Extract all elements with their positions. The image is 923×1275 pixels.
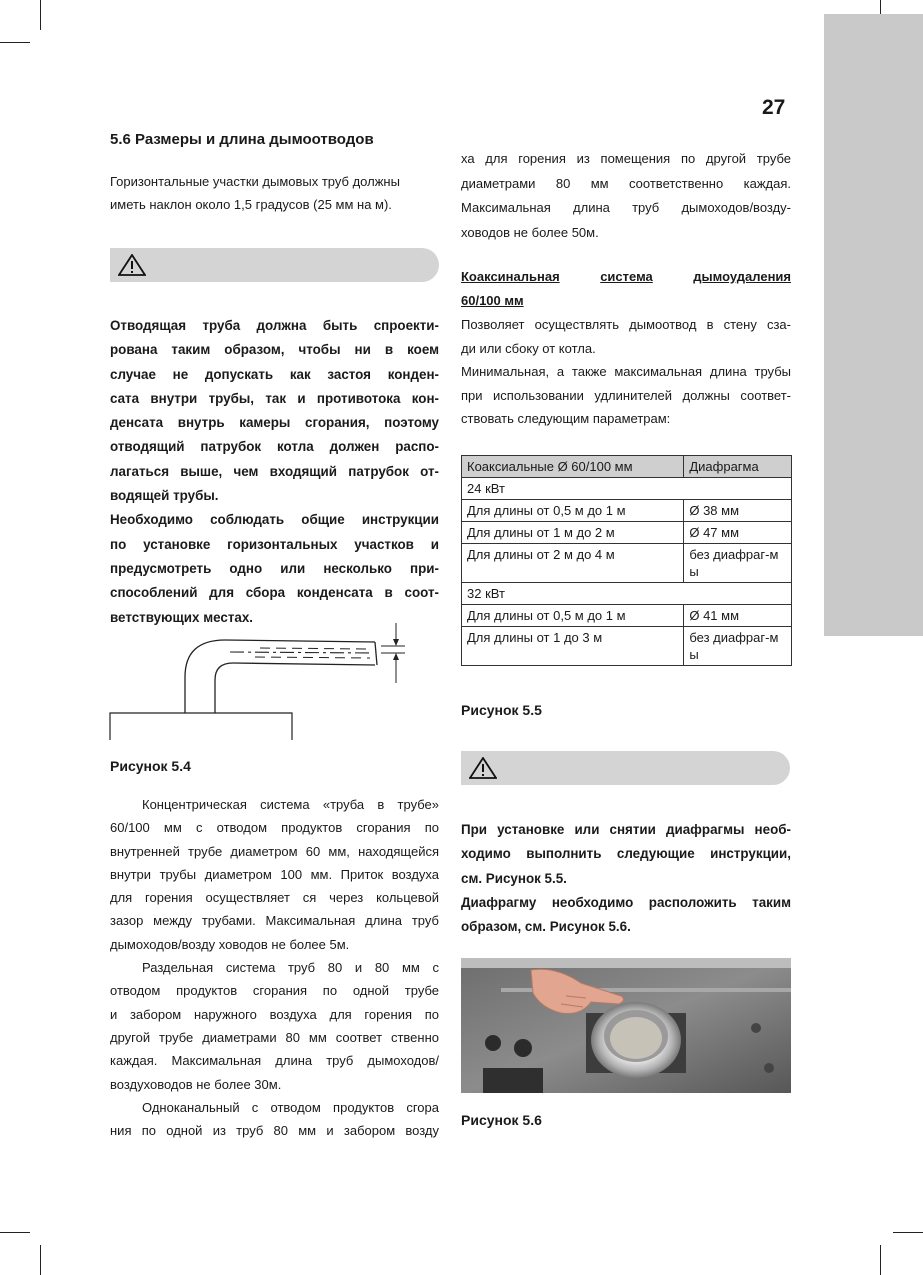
warning-banner — [461, 751, 790, 785]
text-line: отводом продуктов сгорания по одной трубе — [110, 983, 439, 999]
table-cell: Для длины от 1 м до 2 м — [462, 522, 684, 544]
text-line: по установке горизонтальных участков и — [110, 536, 439, 552]
figure-caption-5-4: Рисунок 5.4 — [110, 758, 191, 774]
text-line: При установке или снятии диафрагмы необ- — [461, 822, 791, 837]
text-line: ходимо выполнить следующие инструкции, — [461, 846, 791, 862]
table-cell: Для длины от 0,5 м до 1 м — [462, 605, 684, 627]
heading-word: система — [600, 269, 653, 284]
table-cell: 32 кВт — [462, 583, 792, 605]
crop-mark — [40, 1245, 41, 1275]
warning-triangle-icon — [118, 254, 146, 276]
text-line: каждая. Максимальная длина труб дымоходов/ — [110, 1053, 439, 1069]
text-line: образом, см. Рисунок 5.6. — [461, 919, 631, 935]
text-line: Диафрагму необходимо расположить таким — [461, 894, 791, 910]
text-line: иметь наклон около 1,5 градусов (25 мм на м). — [110, 197, 392, 213]
warning-text-2 — [461, 818, 791, 939]
text-line: дымоходов/возду ховодов не более 5м. — [110, 936, 350, 952]
table-cell: 24 кВт — [462, 478, 792, 500]
crop-mark — [0, 42, 30, 43]
warning-triangle-icon — [469, 757, 497, 779]
text-line: ствовать следующим параметрам: — [461, 411, 671, 426]
text-line: и забором наружного воздуха для горения по — [110, 1006, 439, 1022]
table-cell: Ø 41 мм — [684, 605, 792, 627]
text-line: сата внутри трубы, так и противотока кон- — [110, 390, 439, 406]
figure-caption-5-6: Рисунок 5.6 — [461, 1112, 542, 1128]
table-row — [462, 522, 792, 544]
coax-text — [461, 313, 791, 431]
table-row — [462, 627, 792, 666]
table-cell: Для длины от 0,5 м до 1 м — [462, 500, 684, 522]
page-number: 27 — [762, 96, 786, 119]
body-text-left — [110, 793, 439, 1142]
table-row — [462, 500, 792, 522]
warning-banner — [110, 248, 439, 282]
text-line: другой трубе диаметрами 80 мм соответ ственно — [110, 1029, 439, 1045]
text-line: Максимальная длина труб дымоходов/возду- — [461, 200, 791, 215]
diaphragm-photo — [461, 958, 791, 1093]
crop-mark — [880, 1245, 881, 1275]
text-line: случае не допускать как застоя конден- — [110, 366, 439, 382]
crop-mark — [0, 1232, 30, 1233]
heading-word: Коаксинальная — [461, 269, 560, 284]
text-line: Одноканальный с отводом продуктов сгора — [142, 1099, 439, 1115]
text-line: способлений для сбора конденсата в соот- — [110, 585, 439, 601]
text-line: Горизонтальные участки дымовых труб должны — [110, 174, 400, 189]
text-line: см. Рисунок 5.5. — [461, 870, 567, 886]
section-title: 5.6 Размеры и длина дымоотводов — [110, 131, 374, 148]
intro-text — [110, 170, 439, 217]
table-cell: Ø 38 мм — [684, 500, 792, 522]
text-line: Концентрическая система «труба в трубе» — [142, 797, 439, 812]
text-line: Позволяет осуществлять дымоотвод в стену сза- — [461, 317, 791, 332]
body-text-right-top — [461, 147, 791, 245]
table-header-row — [462, 456, 792, 478]
crop-mark — [40, 0, 41, 30]
text-line: водящей трубы. — [110, 488, 219, 504]
table-group-row — [462, 478, 792, 500]
text-line: Отводящая труба должна быть спроекти- — [110, 318, 439, 333]
text-line: предусмотреть одно или несколько при- — [110, 560, 439, 576]
text-line: рована таким образом, чтобы ни в коем — [110, 342, 439, 358]
text-line: диаметрами 80 мм соответственно каждая. — [461, 175, 791, 191]
text-line: для горения осуществляет ся через кольцевой — [110, 890, 439, 906]
table-header-cell: Коаксиальные Ø 60/100 мм — [462, 456, 684, 478]
text-line: лагаться выше, чем входящий патрубок от- — [110, 463, 439, 479]
text-line: внутренней трубе диаметром 60 мм, находящейся — [110, 843, 439, 859]
heading-word: дымоудаления — [693, 269, 791, 284]
text-line: ветствующих местах. — [110, 609, 253, 625]
coax-heading — [461, 266, 791, 288]
warning-text — [110, 314, 439, 630]
text-line: ха для горения из помещения по другой трубе — [461, 151, 791, 166]
text-line: Минимальная, а также максимальная длина трубы — [461, 364, 791, 379]
text-line: отводящий патрубок котла должен распо- — [110, 439, 439, 455]
text-line: денсата внутрь камеры сгорания, поэтому — [110, 415, 439, 431]
text-line: Необходимо соблюдать общие инструкции — [110, 512, 439, 528]
text-line: ховодов не более 50м. — [461, 224, 599, 240]
table-cell: без диафраг-мы — [684, 627, 792, 666]
table-group-row — [462, 583, 792, 605]
side-tab — [824, 14, 923, 636]
table-row — [462, 544, 792, 583]
table-row — [462, 605, 792, 627]
table-cell: Ø 47 мм — [684, 522, 792, 544]
diaphragm-table — [461, 455, 792, 666]
table-cell: Для длины от 2 м до 4 м — [462, 544, 684, 583]
table-cell: Для длины от 1 до 3 м — [462, 627, 684, 666]
table-header-cell: Диафрагма — [684, 456, 792, 478]
text-line: ния по одной из труб 80 мм и забором возду — [110, 1123, 439, 1139]
text-line: ди или сбоку от котла. — [461, 340, 596, 356]
text-line: зазор между трубами. Максимальная длина труб — [110, 913, 439, 929]
table-cell: без диафраг-мы — [684, 544, 792, 583]
text-line: при использовании удлинителей должны соответ- — [461, 387, 791, 403]
text-line: воздуховодов не более 30м. — [110, 1076, 282, 1092]
text-line: Раздельная система труб 80 и 80 мм с — [142, 960, 439, 976]
pipe-slope-diagram — [105, 615, 425, 743]
text-line: 60/100 мм с отводом продуктов сгорания по — [110, 820, 439, 836]
text-line: внутри трубы диаметром 100 мм. Приток воздуха — [110, 866, 439, 882]
crop-mark — [893, 1232, 923, 1233]
figure-caption-5-5: Рисунок 5.5 — [461, 702, 542, 718]
coax-heading-2: 60/100 мм — [461, 293, 524, 308]
